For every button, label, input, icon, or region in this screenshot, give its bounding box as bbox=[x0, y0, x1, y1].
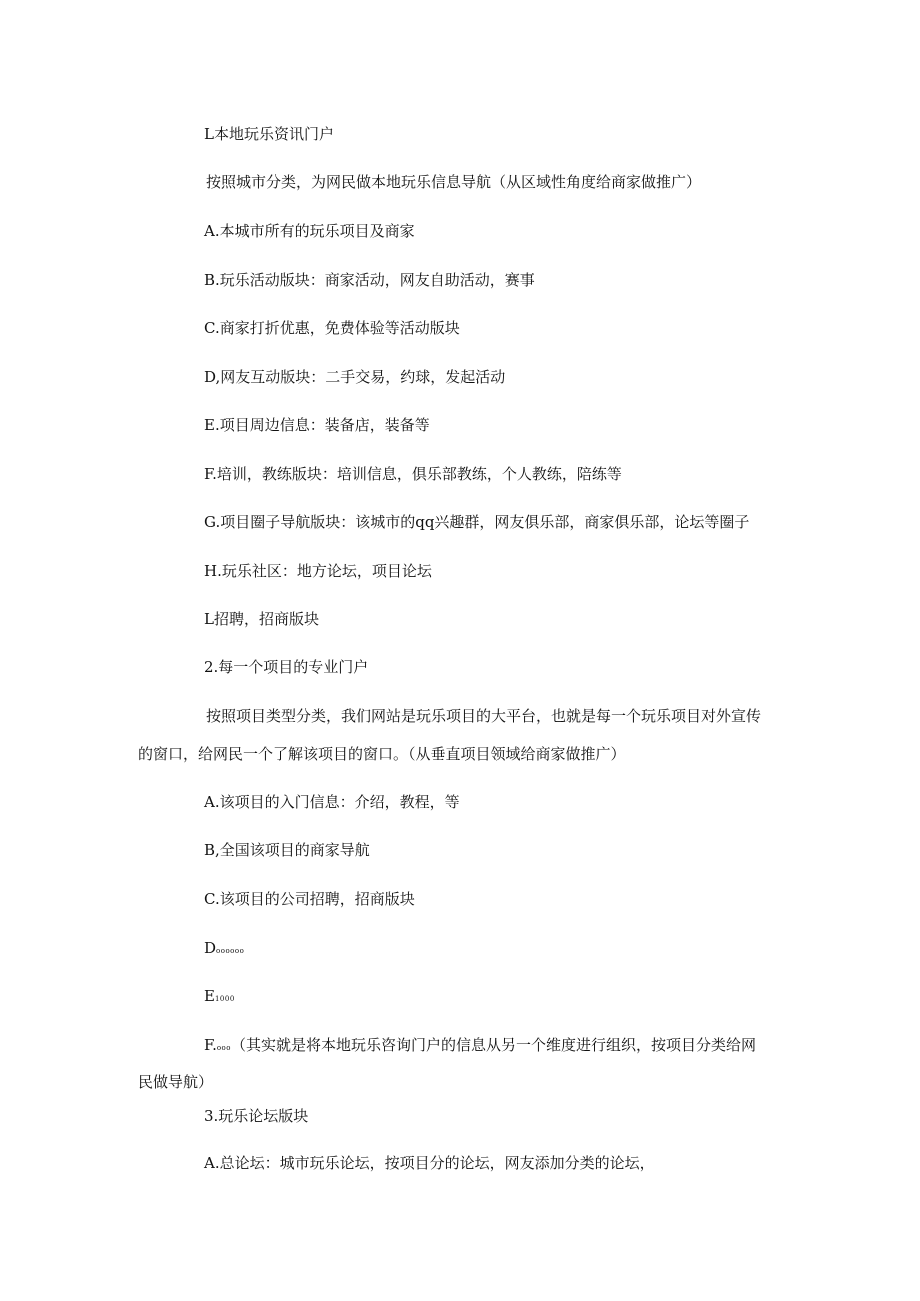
section-1-heading: L本地玩乐资讯门户 bbox=[204, 125, 334, 143]
section-2-intro-line-2: 的窗口，给网民一个了解该项目的窗口。（从垂直项目领域给商家做推广） bbox=[138, 745, 626, 763]
section-2-item-d bbox=[204, 938, 244, 961]
section-1-item-b: B.玩乐活动版块：商家活动，网友自助活动，赛事 bbox=[204, 271, 535, 289]
section-2-item-b: B,全国该项目的商家导航 bbox=[204, 841, 370, 859]
section-1-item-e: E.项目周边信息：装备店，装备等 bbox=[204, 416, 430, 434]
item-d-letter: D bbox=[204, 939, 217, 957]
section-2-item-f-continued: 民做导航） bbox=[138, 1073, 214, 1091]
section-2-item-f bbox=[204, 1035, 756, 1058]
section-2-item-e bbox=[204, 986, 235, 1009]
section-3-heading: 3.玩乐论坛版块 bbox=[204, 1107, 309, 1125]
item-e-letter: E bbox=[204, 987, 215, 1005]
section-1-item-g: G.项目圈子导航版块：该城市的qq兴趣群，网友俱乐部，商家俱乐部，论坛等圈子 bbox=[204, 513, 750, 531]
section-2-item-c: C.该项目的公司招聘，招商版块 bbox=[204, 890, 415, 908]
item-f-ellipsis: ooo bbox=[216, 1044, 231, 1052]
item-d-ellipsis: oooooo bbox=[216, 947, 245, 955]
section-1-item-h: H.玩乐社区：地方论坛，项目论坛 bbox=[204, 562, 432, 580]
item-f-letter: F. bbox=[204, 1036, 217, 1054]
section-1-intro: 按照城市分类，为网民做本地玩乐信息导航（从区域性角度给商家做推广） bbox=[206, 173, 702, 191]
section-2-intro-line-1: 按照项目类型分类，我们网站是玩乐项目的大平台，也就是每一个玩乐项目对外宣传 bbox=[206, 707, 762, 725]
section-1-item-i: L招聘，招商版块 bbox=[204, 610, 319, 628]
item-f-text: （其实就是将本地玩乐咨询门户的信息从另一个维度进行组织，按项目分类给网 bbox=[231, 1036, 757, 1054]
section-1-item-d: D,网友互动版块：二手交易，约球，发起活动 bbox=[204, 368, 506, 386]
section-2-heading: 2.每一个项目的专业门户 bbox=[204, 658, 369, 676]
item-e-suffix: 1000 bbox=[214, 995, 235, 1003]
section-1-item-f: F.培训，教练版块：培训信息，俱乐部教练，个人教练，陪练等 bbox=[204, 465, 622, 483]
section-3-item-a: A.总论坛：城市玩乐论坛，按项目分的论坛，网友添加分类的论坛， bbox=[204, 1154, 655, 1172]
section-2-item-a: A.该项目的入门信息：介绍，教程，等 bbox=[204, 793, 460, 811]
section-1-item-c: C.商家打折优惠，免费体验等活动版块 bbox=[204, 319, 460, 337]
section-1-item-a: A.本城市所有的玩乐项目及商家 bbox=[204, 222, 415, 240]
